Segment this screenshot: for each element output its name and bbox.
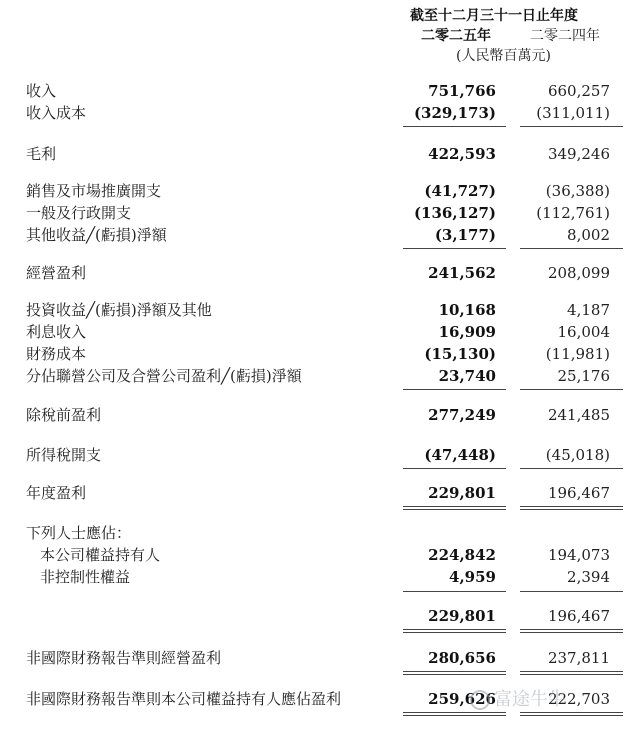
value-2024: 2,394: [567, 568, 610, 586]
value-2025: 224,842: [428, 546, 496, 564]
double-rule-non-ifrs-profit: [520, 712, 623, 713]
period-header: 截至十二月三十一日止年度: [410, 8, 578, 24]
double-rule-profit: [403, 509, 506, 510]
value-2025: 277,249: [428, 406, 496, 424]
row-equity-holders: [0, 544, 640, 566]
value-2025: (15,130): [424, 345, 496, 363]
value-2025: (41,727): [424, 182, 496, 200]
row-share-of-associates: [0, 365, 640, 387]
double-rule-total: [520, 629, 623, 630]
row-label: 分佔聯營公司及合營公司盈利╱(虧損)淨額: [26, 367, 302, 385]
rule-after-cost: [403, 126, 506, 127]
row-admin-expenses: [0, 202, 640, 224]
double-rule-non-ifrs-profit: [403, 715, 506, 716]
value-2024: 196,467: [547, 607, 610, 625]
value-2024: 349,246: [547, 145, 610, 163]
year-2024-header: 二零二四年: [530, 28, 600, 44]
value-2025: 241,562: [428, 264, 496, 282]
value-2025: 229,801: [428, 484, 496, 502]
row-label: 所得稅開支: [26, 446, 102, 464]
row-label: 收入成本: [26, 104, 87, 122]
double-rule-non-ifrs-op: [520, 671, 623, 672]
value-2024: 16,004: [557, 323, 610, 341]
value-2025: 751,766: [428, 82, 496, 100]
rule-after-other-gains: [403, 248, 506, 249]
rule-after-associates: [403, 389, 506, 390]
double-rule-total: [403, 632, 506, 633]
value-2024: 196,467: [547, 484, 610, 502]
row-label: 非國際財務報告準則本公司權益持有人應佔盈利: [26, 690, 342, 708]
year-2025-header: 二零二五年: [421, 28, 491, 44]
rule-after-non-controlling: [520, 591, 623, 592]
double-rule-non-ifrs-op: [403, 674, 506, 675]
row-label: 除稅前盈利: [26, 406, 102, 424]
rule-after-non-controlling: [403, 591, 506, 592]
value-2024: (311,011): [536, 104, 610, 122]
value-2025: 422,593: [428, 145, 496, 163]
row-investment-gains: [0, 299, 640, 321]
row-attributable-to: [0, 522, 640, 544]
double-rule-non-ifrs-op: [403, 671, 506, 672]
row-label: 本公司權益持有人: [40, 546, 161, 564]
double-rule-non-ifrs-profit: [403, 712, 506, 713]
row-label: 毛利: [26, 145, 57, 163]
double-rule-total: [520, 632, 623, 633]
row-label: 收入: [26, 82, 57, 100]
value-2025: 280,656: [428, 649, 496, 667]
row-label: 非控制性權益: [40, 568, 131, 586]
watermark-text: 富途牛牛: [494, 689, 566, 710]
double-rule-non-ifrs-profit: [520, 715, 623, 716]
row-finance-costs: [0, 343, 640, 365]
value-2024: 4,187: [567, 301, 610, 319]
value-2024: 8,002: [567, 226, 610, 244]
value-2025: 23,740: [438, 367, 496, 385]
double-rule-non-ifrs-op: [520, 674, 623, 675]
value-2025: (329,173): [413, 104, 496, 122]
row-non-ifrs-operating-profit: [0, 647, 640, 669]
row-label: 非國際財務報告準則經營盈利: [26, 649, 222, 667]
value-2024: (11,981): [545, 345, 610, 363]
value-2024: (36,388): [545, 182, 610, 200]
row-label: 利息收入: [26, 323, 87, 341]
rule-after-tax: [520, 468, 623, 469]
row-profit-before-tax: [0, 404, 640, 426]
value-2025: 259,626: [428, 690, 496, 708]
value-2025: 16,909: [438, 323, 496, 341]
row-operating-profit: [0, 262, 640, 284]
row-label: 年度盈利: [26, 484, 87, 502]
row-non-controlling: [0, 566, 640, 588]
rule-after-cost: [520, 126, 623, 127]
value-2024: 237,811: [547, 649, 610, 667]
watermark-logo-icon: [470, 690, 490, 710]
double-rule-total: [403, 629, 506, 630]
rule-after-associates: [520, 389, 623, 390]
row-interest-income: [0, 321, 640, 343]
double-rule-profit: [403, 506, 506, 507]
row-label: 其他收益╱(虧損)淨額: [26, 226, 167, 244]
value-2025: (136,127): [413, 204, 496, 222]
double-rule-profit: [520, 509, 623, 510]
rule-after-other-gains: [520, 248, 623, 249]
value-2025: 229,801: [428, 607, 496, 625]
row-revenue: [0, 80, 640, 102]
unit-header: (人民幣百萬元): [456, 48, 551, 64]
row-gross-profit: [0, 143, 640, 165]
value-2024: (45,018): [545, 446, 610, 464]
row-attributable-total: [0, 605, 640, 627]
row-label: 投資收益╱(虧損)淨額及其他: [26, 301, 212, 319]
value-2025: 4,959: [449, 568, 496, 586]
value-2025: (47,448): [424, 446, 496, 464]
value-2024: 660,257: [547, 82, 610, 100]
row-cost-of-revenue: [0, 102, 640, 124]
row-label: 一般及行政開支: [26, 204, 132, 222]
value-2024: (112,761): [536, 204, 610, 222]
value-2025: (3,177): [434, 226, 496, 244]
row-other-gains: [0, 224, 640, 246]
row-label: 經營盈利: [26, 264, 87, 282]
row-label: 財務成本: [26, 345, 87, 363]
watermark: [470, 685, 566, 711]
value-2024: 241,485: [547, 406, 610, 424]
row-label: 下列人士應佔：: [26, 524, 132, 542]
rule-after-tax: [403, 468, 506, 469]
row-profit-for-year: [0, 482, 640, 504]
value-2024: 208,099: [547, 264, 610, 282]
row-selling-expenses: [0, 180, 640, 202]
value-2024: 222,703: [547, 690, 610, 708]
value-2025: 10,168: [438, 301, 496, 319]
value-2024: 25,176: [557, 367, 610, 385]
double-rule-profit: [520, 506, 623, 507]
row-label: 銷售及市場推廣開支: [26, 182, 162, 200]
value-2024: 194,073: [547, 546, 610, 564]
row-income-tax: [0, 444, 640, 466]
